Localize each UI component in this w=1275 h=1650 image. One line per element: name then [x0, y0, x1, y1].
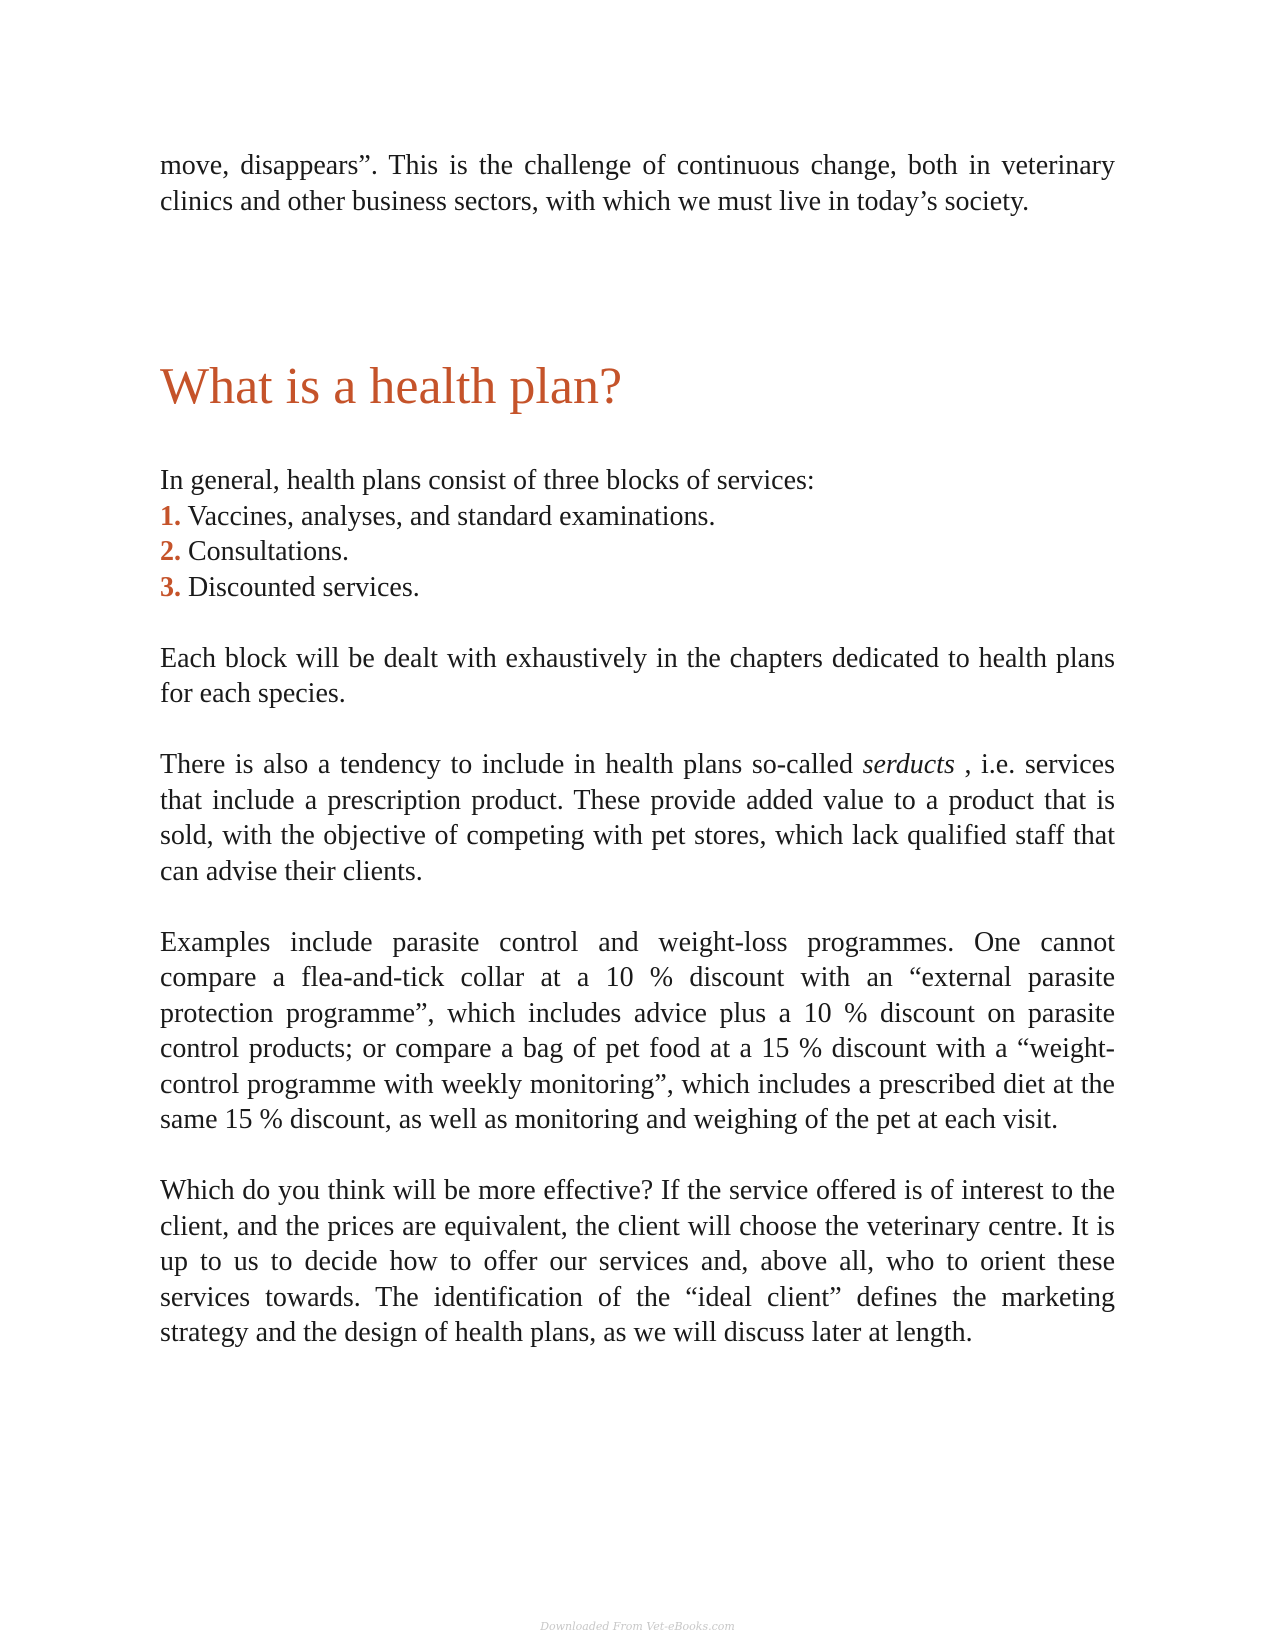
list-text: Consultations.	[188, 536, 350, 567]
list-text: Vaccines, analyses, and standard examinations.	[187, 500, 716, 532]
list-number: 3.	[160, 571, 181, 603]
lead-paragraph: In general, health plans consist of three blocks of services:	[160, 465, 815, 496]
services-list	[160, 499, 1115, 606]
paragraph-effectiveness: Which do you think will be more effective? If the service offered is of interest to the client, and the prices are equivalent, the client will choose the veterinary centre. It is up to us to decide how to offer our services and, above all, who to orient these services towards. The identification of the “ideal client” defines the marketing strategy and the design of health plans, as we will discuss later at length.	[160, 1175, 1115, 1348]
paragraph-examples: Examples include parasite control and weight-loss programmes. One cannot compare a flea-and-tick collar at a 10 % discount with an “external parasite protection programme”, which includes advice plus a 10 % discount on parasite control products; or compare a bag of pet food at a 15 % discount with a “weight-control programme with weekly monitoring”, which includes a prescribed diet at the same 15 % discount, as well as monitoring and weighing of the pet at each visit.	[160, 926, 1115, 1135]
list-number: 2.	[160, 536, 181, 567]
list-item	[160, 534, 1115, 570]
list-item	[160, 499, 1115, 535]
list-number: 1.	[160, 500, 181, 532]
intro-paragraph: move, disappears”. This is the challenge of continuous change, both in veterinary clinics and other business sectors, with which we must live in today’s society.	[160, 150, 1115, 217]
section-heading: What is a health plan?	[160, 358, 623, 415]
paragraph-blocks: Each block will be dealt with exhaustively in the chapters dedicated to health plans for each species.	[160, 642, 1115, 709]
text-segment: , i.e. services that include a prescription product. These provide added value to a product that is sold, with the objective of competing with pet stores, which lack qualified staff that can advise their clients.	[160, 749, 1116, 887]
page-content	[160, 148, 1115, 1386]
paragraph-serducts	[160, 747, 1115, 889]
text-segment: There is also a tendency to include in health plans so-called	[160, 749, 863, 780]
italic-term: serducts	[862, 749, 955, 780]
watermark: Downloaded From Vet-eBooks.com	[540, 1620, 735, 1633]
list-text: Discounted services.	[188, 571, 420, 603]
list-item	[160, 570, 1115, 606]
